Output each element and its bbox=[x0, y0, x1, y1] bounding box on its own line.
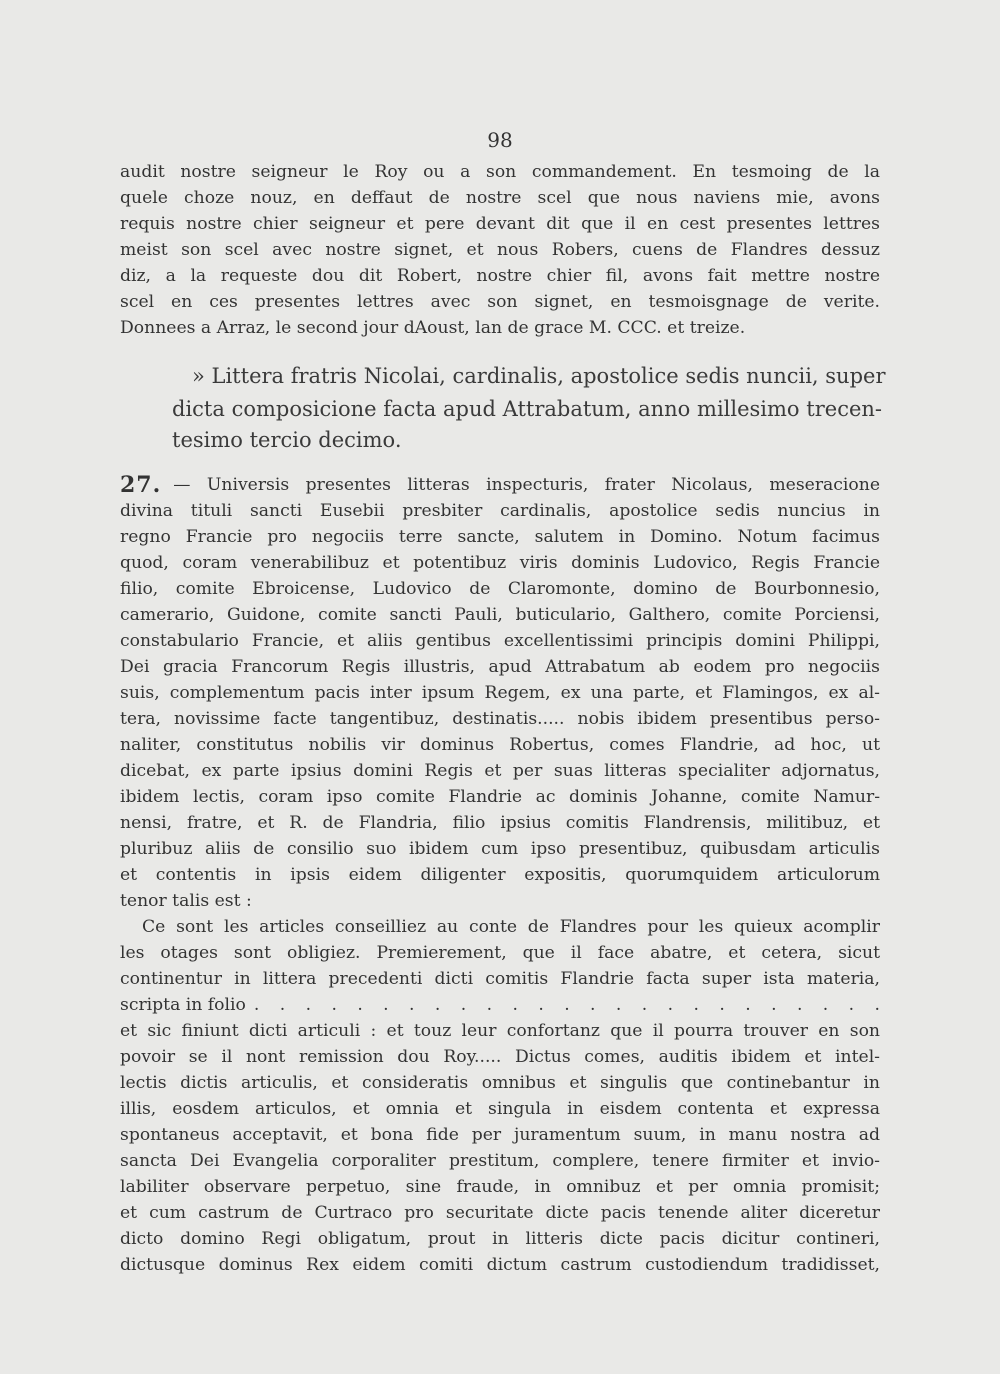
text-line: Ce sont les articles conseilliez au conte de Flandres pour les quieux acomplir bbox=[142, 917, 880, 937]
dotted-line bbox=[120, 992, 880, 1018]
text-line: et cum castrum de Curtraco pro securitate dicte pacis tenende aliter diceretur bbox=[120, 1203, 880, 1223]
text-line: suis, complementum pacis inter ipsum Regem, ex una parte, et Flamingos, ex al- bbox=[120, 683, 880, 703]
text-line: meist son scel avec nostre signet, et nous Robers, cuens de Flandres dessuz bbox=[120, 240, 880, 260]
text-line: pluribuz aliis de consilio suo ibidem cum ipso presentibuz, quibusdam articulis bbox=[120, 839, 880, 859]
text-line: quod, coram venerabilibuz et potentibuz viris dominis Ludovico, Regis Francie bbox=[120, 553, 880, 573]
text-line: Dei gracia Francorum Regis illustris, apud Attrabatum ab eodem pro negociis bbox=[120, 657, 880, 677]
text-line: scel en ces presentes lettres avec son signet, en tesmoisgnage de verite. bbox=[120, 292, 880, 312]
text-line: lectis dictis articulis, et consideratis omnibus et singulis que continebantur in bbox=[120, 1073, 880, 1093]
text-line: audit nostre seigneur le Roy ou a son commandement. En tesmoing de la bbox=[120, 162, 880, 182]
text-line: tenor talis est : bbox=[120, 891, 252, 911]
text-line: dicto domino Regi obligatum, prout in litteris dicte pacis dicitur contineri, bbox=[120, 1229, 880, 1249]
text-line: diz, a la requeste dou dit Robert, nostre chier fil, avons fait mettre nostre bbox=[120, 266, 880, 286]
document-number: 27. bbox=[120, 472, 162, 498]
text-line: et contentis in ipsis eidem diligenter expositis, quorumquidem articulorum bbox=[120, 865, 880, 885]
text-line: scripta in folio bbox=[120, 995, 246, 1015]
text-line: filio, comite Ebroicense, Ludovico de Claromonte, domino de Bourbonnesio, bbox=[120, 579, 880, 599]
text-line: regno Francie pro negociis terre sancte, salutem in Domino. Notum facimus bbox=[120, 527, 880, 547]
text-line: tera, novissime facte tangentibuz, destinatis..... nobis ibidem presentibus perso- bbox=[120, 709, 880, 729]
text-line: requis nostre chier seigneur et pere devant dit que il en cest presentes lettres bbox=[120, 214, 880, 234]
document-first-line bbox=[120, 472, 880, 498]
dotted-leader: . . . . . . . . . . . . . . . . . . . . . . . . . bbox=[253, 995, 880, 1015]
text-line: les otages sont obligiez. Premierement, que il face abatre, et cetera, sicut bbox=[120, 943, 880, 963]
document-heading-line: » Littera fratris Nicolai, cardinalis, apostolice sedis nuncii, super bbox=[192, 364, 886, 388]
document-heading-line: dicta composicione facta apud Attrabatum, anno millesimo trecen- bbox=[172, 397, 882, 421]
text-line: camerario, Guidone, comite sancti Pauli, buticulario, Galthero, comite Porciensi, bbox=[120, 605, 880, 625]
text-line: divina tituli sancti Eusebii presbiter cardinalis, apostolice sedis nuncius in bbox=[120, 501, 880, 521]
text-line: constabulario Francie, et aliis gentibus excellentissimi principis domini Philippi, bbox=[120, 631, 880, 651]
text-line: continentur in littera precedenti dicti comitis Flandrie facta super ista materia, bbox=[120, 969, 880, 989]
text-line: illis, eosdem articulos, et omnia et singula in eisdem contenta et expressa bbox=[120, 1099, 880, 1119]
text-line: sancta Dei Evangelia corporaliter prestitum, complere, tenere firmiter et invio- bbox=[120, 1151, 880, 1171]
text-line: naliter, constitutus nobilis vir dominus Robertus, comes Flandrie, ad hoc, ut bbox=[120, 735, 880, 755]
text-line: — Universis presentes litteras inspecturis, frater Nicolaus, meseracione bbox=[173, 475, 880, 495]
page-number: 98 bbox=[487, 128, 513, 152]
text-line: dicebat, ex parte ipsius domini Regis et per suas litteras specialiter adjornatus, bbox=[120, 761, 880, 781]
text-line: quele choze nouz, en deffaut de nostre scel que nous naviens mie, avons bbox=[120, 188, 880, 208]
text-line: Donnees a Arraz, le second jour dAoust, lan de grace M. CCC. et treize. bbox=[120, 318, 746, 338]
text-line: ibidem lectis, coram ipso comite Flandrie ac dominis Johanne, comite Namur- bbox=[120, 787, 880, 807]
text-line: spontaneus acceptavit, et bona fide per juramentum suum, in manu nostra ad bbox=[120, 1125, 880, 1145]
text-line: labiliter observare perpetuo, sine fraude, in omnibuz et per omnia promisit; bbox=[120, 1177, 880, 1197]
text-line: dictusque dominus Rex eidem comiti dictum castrum custodiendum tradidisset, bbox=[120, 1255, 880, 1275]
text-line: et sic finiunt dicti articuli : et touz leur confortanz que il pourra trouver en son bbox=[120, 1021, 880, 1041]
document-heading-line: tesimo tercio decimo. bbox=[172, 428, 402, 452]
text-line: nensi, fratre, et R. de Flandria, filio ipsius comitis Flandrensis, militibuz, et bbox=[120, 813, 880, 833]
text-line: povoir se il nont remission dou Roy..... Dictus comes, auditis ibidem et intel- bbox=[120, 1047, 880, 1067]
